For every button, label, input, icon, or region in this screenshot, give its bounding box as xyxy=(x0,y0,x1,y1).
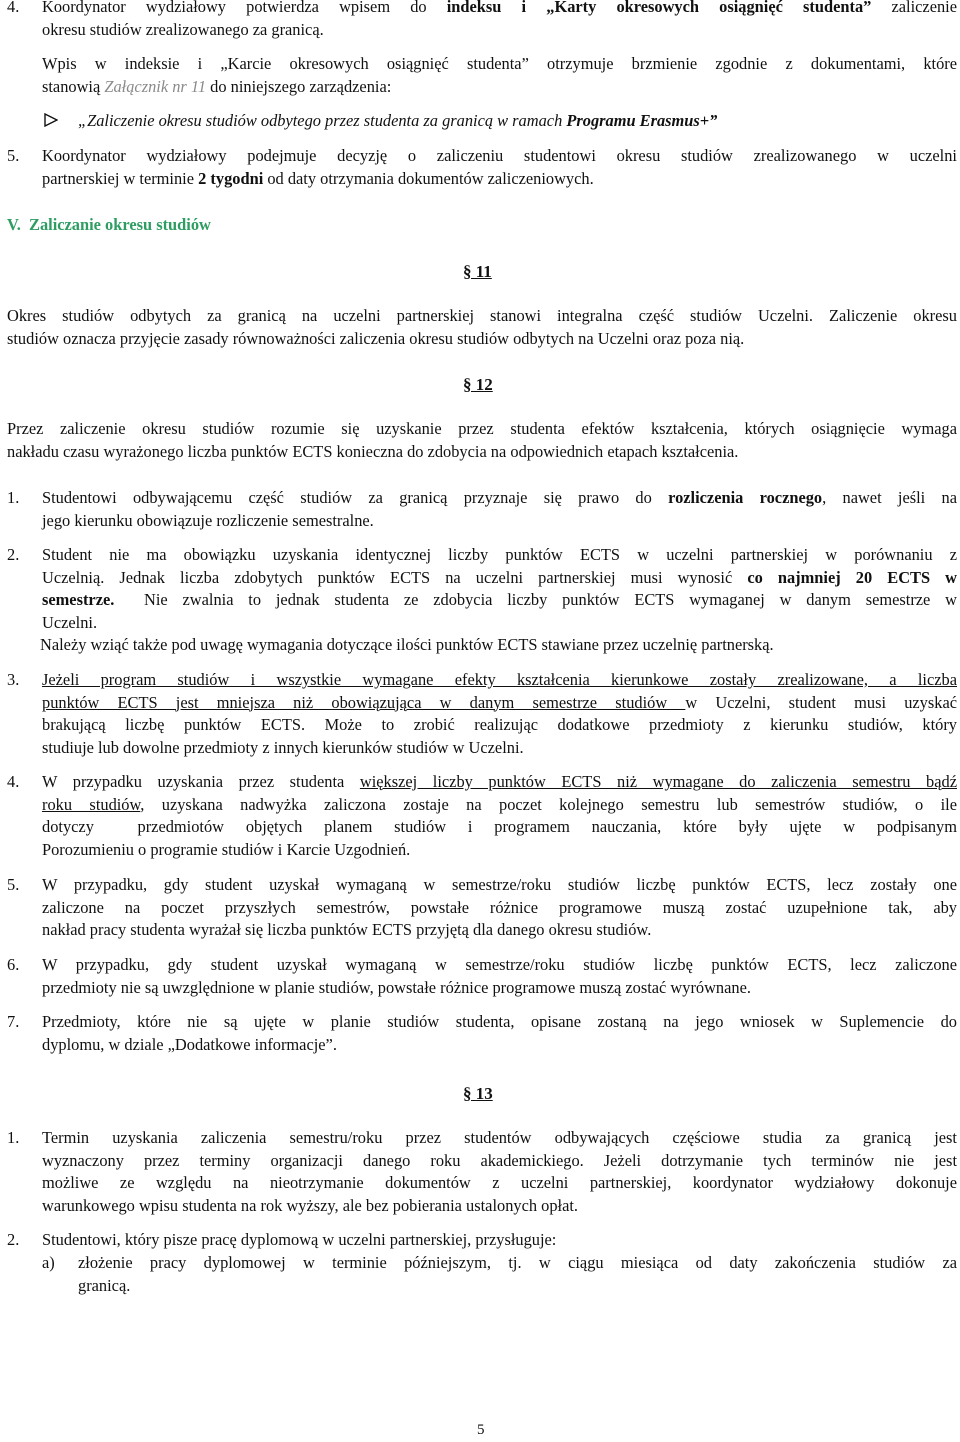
list-item: W przypadku uzyskania przez studenta większej liczby punktów ECTS niż wymagane do zaliczenia semestru bądź roku studiów, uzyskana nadwyżka zaliczona zostaje na poczet kolejnego semestru lub semestrów studiów, o ile dotyczy przedmiotów objętych planem studiów i programem nauczania, które były ujęte w podpisanym Porozumieniu o programie studiów i Karcie Uzgodnień. xyxy=(42,772,957,859)
item-number: 7. xyxy=(7,1012,20,1031)
attachment-reference: Załącznik nr 11 xyxy=(104,76,207,96)
paragraph-heading: § 12 xyxy=(463,375,493,394)
bullet-text: „Zaliczenie okresu studiów odbytego przez studenta za granicą w ramach Programu Erasmus+” xyxy=(78,111,718,130)
item-number: 6. xyxy=(7,955,20,974)
list-item: Przedmioty, które nie są ujęte w planie studiów studenta, opisane zostaną na jego wniosek w Suplemencie do dyplomu, w dziale „Dodatkowe informacje”. xyxy=(42,1012,957,1054)
paragraph-heading: § 11 xyxy=(463,262,492,281)
item-4-text: Koordynator wydziałowy potwierdza wpisem do indeksu i „Karty okresowych osiągnięć studenta” zaliczenie okresu studiów zrealizowanego za granicą. xyxy=(42,0,957,39)
item-number: 1. xyxy=(7,488,20,507)
item-number: 4. xyxy=(7,0,20,16)
item-number: 1. xyxy=(7,1128,20,1147)
paragraph-11-text: Okres studiów odbytych za granicą na uczelni partnerskiej stanowi integralna część studiów Uczelni. Zaliczenie okresu studiów oznacza przyjęcie zasady równoważności zaliczenia okresu studiów odbytych na Uczelni oraz poza nią. xyxy=(7,306,957,348)
item-number: 2. xyxy=(7,1230,20,1249)
page-number: 5 xyxy=(477,1422,485,1438)
paragraph-heading: § 13 xyxy=(463,1084,493,1103)
list-item: Termin uzyskania zaliczenia semestru/roku przez studentów odbywających częściowe studia za granicą jest wyznaczony przez terminy organizacji danego roku akademickiego. Jeżeli dotrzymanie tych terminów nie jest możliwe ze względu na nieotrzymanie dokumentów z uczelni partnerskiej, koordynator wydziałowy dokonuje warunkowego wpisu studenta na rok wyższy, ale bez pobierania ustalonych opłat. xyxy=(42,1128,957,1215)
list-item: Studentowi, który pisze pracę dyplomową w uczelni partnerskiej, przysługuje: xyxy=(42,1230,557,1249)
section-heading: V. Zaliczanie okresu studiów xyxy=(7,215,211,234)
item-number: 2. xyxy=(7,545,20,564)
list-item: Studentowi odbywającemu część studiów za granicą przyznaje się prawo do rozliczenia rocznego, nawet jeśli na jego kierunku obowiązuje rozliczenie semestralne. xyxy=(42,488,957,530)
item-5-text: Koordynator wydziałowy podejmuje decyzję o zaliczeniu studentowi okresu studiów zrealizowanego w uczelni partnerskiej w terminie 2 tygodni od daty otrzymania dokumentów zaliczeniowych. xyxy=(42,146,957,188)
item-number: 5. xyxy=(7,146,20,165)
item-number: 3. xyxy=(7,670,20,689)
list-item: W przypadku, gdy student uzyskał wymaganą w semestrze/roku studiów liczbę punktów ECTS, lecz zostały one zaliczone na poczet przyszłych semestrów, powstałe różnice programowe muszą zostać uzupełnione tak, aby nakład pracy studenta wyrażał się liczba punktów ECTS przyjętą dla danego okresu studiów. xyxy=(42,875,957,939)
sub-item-text: złożenie pracy dyplomowej w terminie późniejszym, tj. w ciągu miesiąca od daty zakończenia studiów za granicą. xyxy=(78,1253,957,1295)
sub-item-letter: a) xyxy=(42,1253,55,1272)
item-number: 4. xyxy=(7,772,20,791)
list-item: W przypadku, gdy student uzyskał wymaganą w semestrze/roku studiów liczbę punktów ECTS, lecz zaliczone przedmioty nie są uwzględnione w planie studiów, powstałe różnice programowe muszą zostać wyrównane. xyxy=(42,955,957,997)
list-item: Student nie ma obowiązku uzyskania identycznej liczby punktów ECTS w uczelni partnerskiej w porównaniu z Uczelnią. Jednak liczba zdobytych punktów ECTS na uczelni partnerskiej musi wynosić co najmniej 20 ECTS w semestrze. Nie zwalnia to jednak studenta ze zdobycia liczby punktów ECTS wymaganej w danym semestrze w Uczelni. Należy wziąć także pod uwagę wymagania dotyczące ilości punktów ECTS stawiane przez uczelnię partnerską. xyxy=(40,545,957,654)
arrow-bullet-icon xyxy=(44,113,58,127)
list-item: Jeżeli program studiów i wszystkie wymagane efekty kształcenia kierunkowe zostały zrealizowane, a liczba punktów ECTS jest mniejsza niż obowiązująca w danym semestrze studiów w Uczelni, student musi uzyskać brakującą liczbę punktów ECTS. Może to zrobić realizując dodatkowe przedmioty z kierunku studiów, który studiuje lub dowolne przedmioty z innych kierunków studiów w Uczelni. xyxy=(42,670,957,757)
entry-paragraph: Wpis w indeksie i „Karcie okresowych osiągnięć studenta” otrzymuje brzmienie zgodnie z dokumentami, które stanowią Załącznik nr 11 do niniejszego zarządzenia: xyxy=(42,54,957,96)
paragraph-12-intro: Przez zaliczenie okresu studiów rozumie się uzyskanie przez studenta efektów kształcenia, których osiągnięcie wymaga nakładu czasu wyrażonego liczba punktów ECTS konieczna do zdobycia na odpowiednich etapach kształcenia. xyxy=(7,419,957,461)
item-number: 5. xyxy=(7,875,20,894)
